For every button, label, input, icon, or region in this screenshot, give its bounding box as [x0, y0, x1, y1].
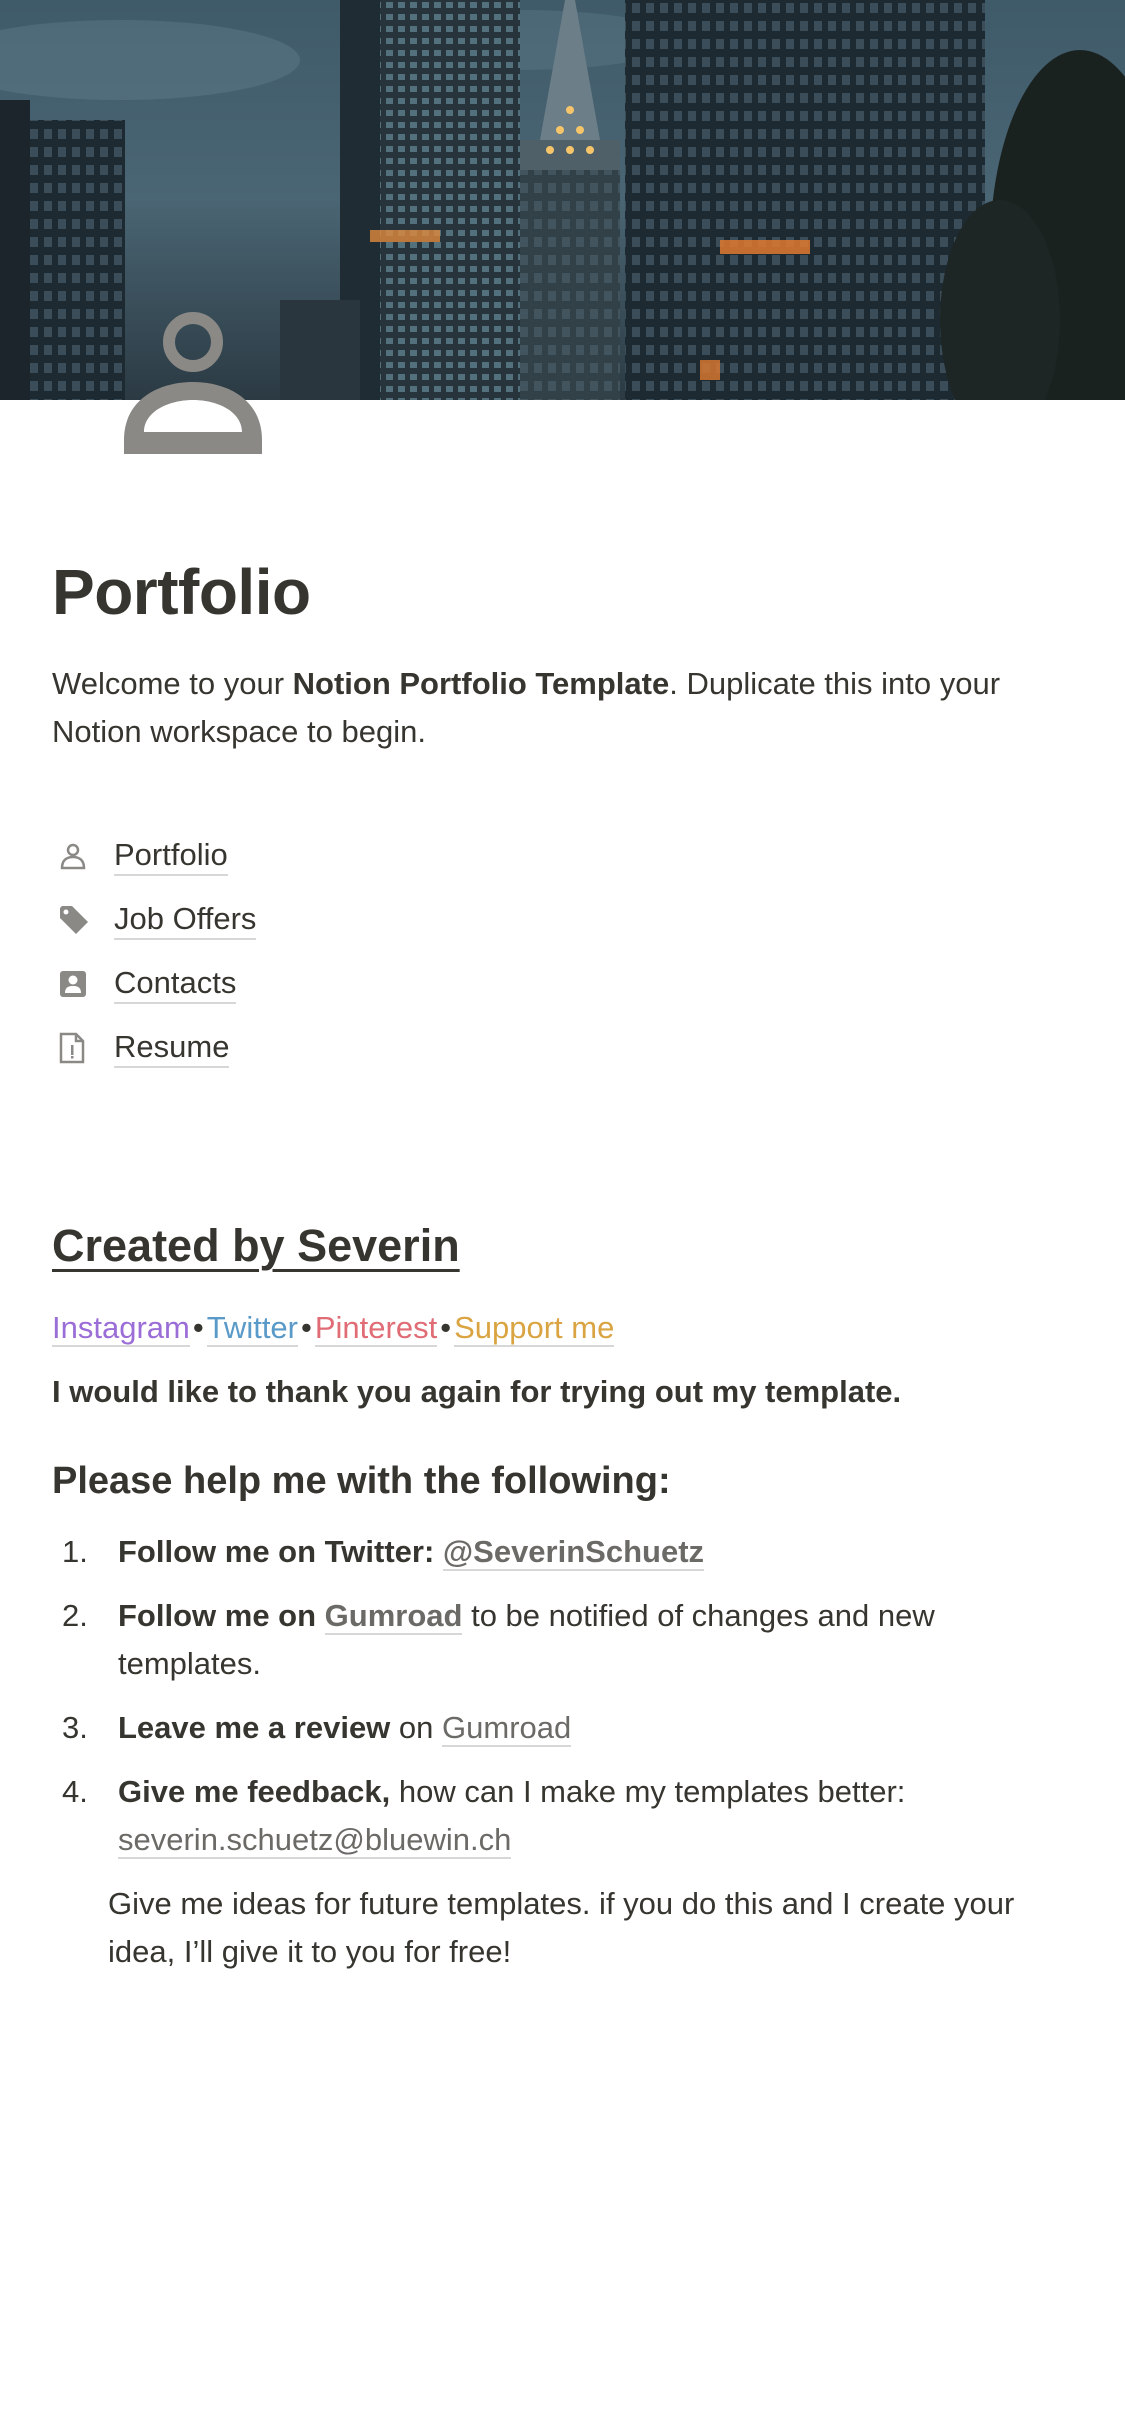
help-heading: Please help me with the following:: [52, 1460, 671, 1502]
tag-icon: [52, 900, 104, 940]
page-person-icon[interactable]: [118, 300, 278, 460]
subpage-list: [52, 832, 256, 1088]
twitter-handle-link[interactable]: @SeverinSchuetz: [442, 1534, 705, 1569]
ideas-paragraph: Give me ideas for future templates. if you do this and I create your idea, I’ll give it to you for free!: [108, 1886, 1015, 1969]
step-text: on: [390, 1710, 443, 1745]
separator: •: [440, 1310, 452, 1345]
instagram-link[interactable]: Instagram: [52, 1310, 190, 1345]
support-me-link[interactable]: Support me: [454, 1310, 615, 1345]
list-number: 3.: [62, 1710, 88, 1745]
subpage-label[interactable]: Resume: [114, 1028, 229, 1068]
subpage-link-portfolio[interactable]: [52, 832, 256, 880]
subpage-label[interactable]: Job Offers: [114, 900, 256, 940]
step-bold-text: Follow me on Twitter:: [118, 1534, 443, 1569]
list-number: 1.: [62, 1534, 88, 1569]
list-number: 4.: [62, 1774, 88, 1809]
subpage-label[interactable]: Portfolio: [114, 836, 228, 876]
created-by-heading[interactable]: Created by Severin: [52, 1220, 460, 1271]
email-link[interactable]: severin.schuetz@bluewin.ch: [118, 1822, 512, 1857]
step-text: how can I make my templates better:: [390, 1774, 906, 1809]
intro-text-end: . Duplicate this into your Notion workspace to begin.: [52, 666, 1001, 749]
help-steps-list: [52, 1528, 1082, 1880]
step-text: to be notified of changes and new templates.: [118, 1598, 935, 1681]
subpage-link-contacts[interactable]: [52, 960, 256, 1008]
intro-paragraph: [52, 660, 1082, 756]
step-bold-text: Follow me on: [118, 1598, 325, 1633]
list-item: [52, 1592, 1082, 1688]
pinterest-link[interactable]: Pinterest: [314, 1310, 438, 1345]
list-item: [52, 1704, 1082, 1752]
subpage-link-job-offers[interactable]: [52, 896, 256, 944]
gumroad-review-link[interactable]: Gumroad: [442, 1710, 572, 1745]
contact-card-icon: [52, 964, 104, 1004]
social-links: [52, 1306, 614, 1350]
person-icon: [52, 836, 104, 876]
list-item: [52, 1768, 1082, 1864]
list-item: [52, 1528, 1082, 1576]
step-bold-text: Give me feedback,: [118, 1774, 391, 1809]
thanks-text: I would like to thank you again for trying out my template.: [52, 1374, 902, 1409]
subpage-link-resume[interactable]: [52, 1024, 256, 1072]
subpage-label[interactable]: Contacts: [114, 964, 236, 1004]
intro-text: Welcome to your: [52, 666, 293, 701]
separator: •: [301, 1310, 312, 1345]
list-number: 2.: [62, 1598, 88, 1633]
step-bold-text: Leave me a review: [118, 1710, 391, 1745]
separator: •: [192, 1310, 204, 1345]
twitter-link[interactable]: Twitter: [206, 1310, 298, 1345]
gumroad-link[interactable]: Gumroad: [324, 1598, 463, 1633]
page-title: Portfolio: [52, 556, 311, 628]
document-icon: [52, 1028, 104, 1068]
intro-bold-text: Notion Portfolio Template: [292, 666, 670, 701]
